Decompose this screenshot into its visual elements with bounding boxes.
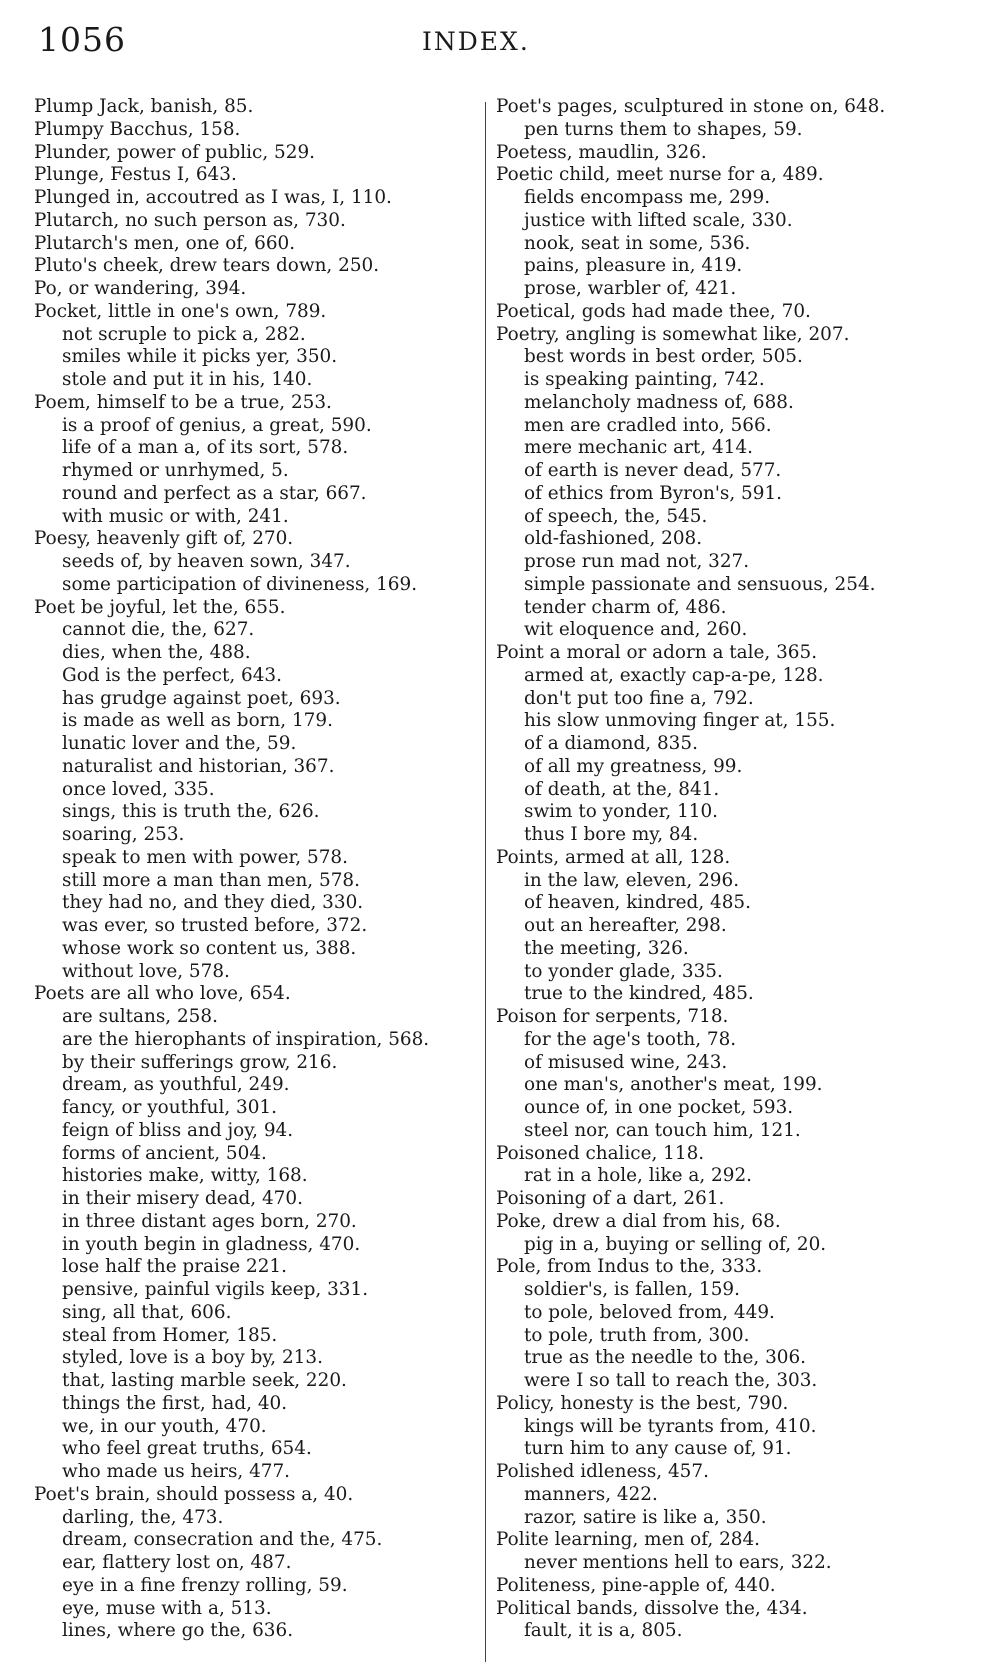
- index-subentry: naturalist and historian, 367.: [62, 755, 335, 777]
- index-subentry: smiles while it picks yer, 350.: [62, 346, 338, 368]
- index-subentry: for the age's tooth, 78.: [524, 1028, 737, 1050]
- index-subentry: rat in a hole, like a, 292.: [524, 1165, 752, 1187]
- index-subentry: dream, as youthful, 249.: [62, 1074, 290, 1096]
- index-entry: Plunge, Festus I, 643.: [34, 164, 237, 186]
- index-subentry: in the law, eleven, 296.: [524, 869, 740, 891]
- index-entry: Poet's pages, sculptured in stone on, 648.: [496, 96, 886, 117]
- index-entry: Plutarch, no such person as, 730.: [34, 209, 346, 231]
- index-subentry: who made us heirs, 477.: [62, 1461, 291, 1482]
- index-subentry: lunatic lover and the, 59.: [62, 733, 297, 754]
- index-entry: Poison for serpents, 718.: [496, 1006, 729, 1027]
- index-entry: Poisoned chalice, 118.: [496, 1142, 705, 1164]
- index-subentry: cannot die, the, 627.: [62, 619, 255, 641]
- index-subentry: styled, love is a boy by, 213.: [62, 1347, 323, 1369]
- index-entry: Plunder, power of public, 529.: [34, 141, 315, 163]
- index-subentry: of death, at the, 841.: [524, 778, 720, 800]
- index-subentry: mere mechanic art, 414.: [524, 437, 753, 459]
- index-column-right: [496, 96, 976, 1643]
- index-entry: Polished idleness, 457.: [496, 1461, 709, 1482]
- index-subentry: God is the perfect, 643.: [62, 664, 282, 686]
- index-subentry: dies, when the, 488.: [62, 642, 251, 663]
- index-subentry: eye in a fine frenzy rolling, 59.: [62, 1574, 348, 1596]
- index-subentry: in three distant ages born, 270.: [62, 1210, 357, 1232]
- index-subentry: to pole, beloved from, 449.: [524, 1301, 775, 1323]
- index-subentry: manners, 422.: [524, 1483, 658, 1505]
- index-entry: Poetical, gods had made thee, 70.: [496, 300, 811, 322]
- index-subentry: are the hierophants of inspiration, 568.: [62, 1028, 430, 1050]
- index-subentry: nook, seat in some, 536.: [524, 232, 751, 254]
- index-subentry: men are cradled into, 566.: [524, 414, 772, 436]
- index-subentry: don't put too fine a, 792.: [524, 687, 754, 709]
- index-entry: Political bands, dissolve the, 434.: [496, 1597, 808, 1619]
- index-subentry: pen turns them to shapes, 59.: [524, 118, 803, 140]
- index-entry: Poetry, angling is somewhat like, 207.: [496, 323, 850, 345]
- index-subentry: they had no, and they died, 330.: [62, 892, 364, 914]
- index-column-left: [34, 96, 474, 1643]
- index-subentry: things the first, had, 40.: [62, 1392, 288, 1414]
- index-subentry: histories make, witty, 168.: [62, 1165, 308, 1187]
- index-subentry: in youth begin in gladness, 470.: [62, 1233, 361, 1255]
- index-subentry: pig in a, buying or selling of, 20.: [524, 1233, 827, 1255]
- index-subentry: is made as well as born, 179.: [62, 710, 333, 732]
- index-subentry: kings will be tyrants from, 410.: [524, 1415, 817, 1437]
- index-subentry: swim to yonder, 110.: [524, 801, 719, 823]
- index-entry: Plumpy Bacchus, 158.: [34, 118, 241, 140]
- index-subentry: speak to men with power, 578.: [62, 846, 348, 868]
- index-subentry: steal from Homer, 185.: [62, 1324, 278, 1346]
- index-entry: Pole, from Indus to the, 333.: [496, 1256, 763, 1278]
- index-subentry: by their sufferings grow, 216.: [62, 1051, 338, 1073]
- index-subentry: was ever, so trusted before, 372.: [62, 915, 368, 936]
- running-head: INDEX.: [422, 27, 530, 56]
- index-subentry: of heaven, kindred, 485.: [524, 892, 751, 914]
- index-entry: Polite learning, men of, 284.: [496, 1529, 761, 1551]
- index-subentry: without love, 578.: [62, 960, 230, 982]
- index-subentry: pensive, painful vigils keep, 331.: [62, 1279, 369, 1300]
- index-subentry: is a proof of genius, a great, 590.: [62, 414, 372, 436]
- index-subentry: out an hereafter, 298.: [524, 915, 727, 936]
- index-entry: Poet be joyful, let the, 655.: [34, 596, 286, 618]
- index-subentry: tender charm of, 486.: [524, 596, 727, 618]
- index-subentry: to yonder glade, 335.: [524, 960, 723, 982]
- index-subentry: wit eloquence and, 260.: [524, 619, 748, 641]
- index-subentry: ounce of, in one pocket, 593.: [524, 1097, 794, 1118]
- index-subentry: of ethics from Byron's, 591.: [524, 482, 783, 504]
- index-subentry: sing, all that, 606.: [62, 1301, 232, 1323]
- index-entry: Politeness, pine-apple of, 440.: [496, 1574, 776, 1596]
- index-subentry: to pole, truth from, 300.: [524, 1324, 750, 1346]
- index-subentry: steel nor, can touch him, 121.: [524, 1119, 801, 1141]
- index-entry: Plunged in, accoutred as I was, I, 110.: [34, 187, 392, 208]
- index-subentry: old-fashioned, 208.: [524, 528, 703, 550]
- index-subentry: whose work so content us, 388.: [62, 937, 357, 959]
- index-subentry: thus I bore my, 84.: [524, 824, 699, 845]
- index-subentry: were I so tall to reach the, 303.: [524, 1370, 818, 1391]
- index-subentry: true to the kindred, 485.: [524, 983, 754, 1005]
- index-entry: Point a moral or adorn a tale, 365.: [496, 642, 818, 663]
- column-divider: [485, 102, 486, 1662]
- index-entry: Poet's brain, should possess a, 40.: [34, 1483, 354, 1505]
- index-subentry: life of a man a, of its sort, 578.: [62, 437, 349, 459]
- index-subentry: feign of bliss and joy, 94.: [62, 1119, 294, 1141]
- index-subentry: melancholy madness of, 688.: [524, 391, 794, 413]
- index-subentry: seeds of, by heaven sown, 347.: [62, 551, 351, 572]
- index-subentry: still more a man than men, 578.: [62, 869, 360, 891]
- index-subentry: of earth is never dead, 577.: [524, 460, 782, 481]
- index-subentry: soldier's, is fallen, 159.: [524, 1279, 740, 1300]
- index-subentry: lose half the praise 221.: [62, 1256, 287, 1278]
- index-subentry: razor, satire is like a, 350.: [524, 1506, 767, 1528]
- index-subentry: rhymed or unrhymed, 5.: [62, 460, 289, 481]
- index-subentry: is speaking painting, 742.: [524, 369, 765, 390]
- index-subentry: with music or with, 241.: [62, 505, 289, 527]
- index-entry: Poesy, heavenly gift of, 270.: [34, 528, 294, 550]
- index-entry: Poem, himself to be a true, 253.: [34, 391, 332, 413]
- index-subentry: lines, where go the, 636.: [62, 1620, 294, 1642]
- index-entry: Po, or wandering, 394.: [34, 278, 247, 299]
- index-subentry: the meeting, 326.: [524, 937, 689, 959]
- index-subentry: who feel great truths, 654.: [62, 1438, 312, 1460]
- index-subentry: some participation of divineness, 169.: [62, 573, 418, 595]
- index-subentry: once loved, 335.: [62, 778, 215, 800]
- page-number: 1056: [38, 20, 126, 59]
- index-subentry: fancy, or youthful, 301.: [62, 1097, 277, 1118]
- index-subentry: soaring, 253.: [62, 824, 185, 845]
- index-subentry: ear, flattery lost on, 487.: [62, 1552, 292, 1573]
- index-subentry: darling, the, 473.: [62, 1506, 224, 1528]
- index-subentry: we, in our youth, 470.: [62, 1415, 267, 1437]
- index-subentry: of a diamond, 835.: [524, 733, 698, 754]
- index-subentry: forms of ancient, 504.: [62, 1142, 267, 1164]
- index-subentry: eye, muse with a, 513.: [62, 1597, 272, 1619]
- index-subentry: fault, it is a, 805.: [524, 1620, 683, 1642]
- index-subentry: round and perfect as a star, 667.: [62, 482, 367, 504]
- page-header: [0, 20, 1000, 60]
- index-entry: Policy, honesty is the best, 790.: [496, 1392, 789, 1414]
- index-entry: Poke, drew a dial from his, 68.: [496, 1210, 781, 1232]
- index-subentry: justice with lifted scale, 330.: [524, 209, 793, 231]
- index-subentry: stole and put it in his, 140.: [62, 369, 313, 390]
- index-subentry: prose, warbler of, 421.: [524, 278, 737, 299]
- index-subentry: are sultans, 258.: [62, 1006, 218, 1027]
- index-subentry: prose run mad not, 327.: [524, 551, 750, 572]
- index-entry: Pocket, little in one's own, 789.: [34, 300, 327, 322]
- index-subentry: in their misery dead, 470.: [62, 1188, 303, 1209]
- index-subentry: never mentions hell to ears, 322.: [524, 1552, 832, 1573]
- index-entry: Poetic child, meet nurse for a, 489.: [496, 164, 824, 186]
- index-subentry: true as the needle to the, 306.: [524, 1347, 807, 1369]
- index-subentry: of misused wine, 243.: [524, 1051, 728, 1073]
- index-subentry: dream, consecration and the, 475.: [62, 1529, 383, 1551]
- index-entry: Poets are all who love, 654.: [34, 983, 291, 1005]
- index-entry: Poetess, maudlin, 326.: [496, 141, 707, 163]
- index-entry: Points, armed at all, 128.: [496, 846, 731, 868]
- index-subentry: pains, pleasure in, 419.: [524, 255, 743, 277]
- index-subentry: has grudge against poet, 693.: [62, 687, 341, 709]
- index-subentry: best words in best order, 505.: [524, 346, 803, 368]
- index-subentry: of speech, the, 545.: [524, 505, 708, 527]
- index-entry: Pluto's cheek, drew tears down, 250.: [34, 255, 380, 277]
- index-subentry: sings, this is truth the, 626.: [62, 801, 320, 823]
- index-subentry: turn him to any cause of, 91.: [524, 1438, 792, 1460]
- index-subentry: simple passionate and sensuous, 254.: [524, 573, 876, 595]
- index-subentry: fields encompass me, 299.: [524, 187, 771, 208]
- index-subentry: of all my greatness, 99.: [524, 755, 743, 777]
- index-entry: Plump Jack, banish, 85.: [34, 96, 254, 117]
- index-subentry: one man's, another's meat, 199.: [524, 1074, 823, 1096]
- index-entry: Poisoning of a dart, 261.: [496, 1188, 725, 1209]
- index-subentry: that, lasting marble seek, 220.: [62, 1370, 347, 1391]
- index-subentry: his slow unmoving finger at, 155.: [524, 710, 836, 732]
- index-subentry: armed at, exactly cap-a-pe, 128.: [524, 664, 824, 686]
- index-entry: Plutarch's men, one of, 660.: [34, 232, 296, 254]
- index-subentry: not scruple to pick a, 282.: [62, 323, 306, 345]
